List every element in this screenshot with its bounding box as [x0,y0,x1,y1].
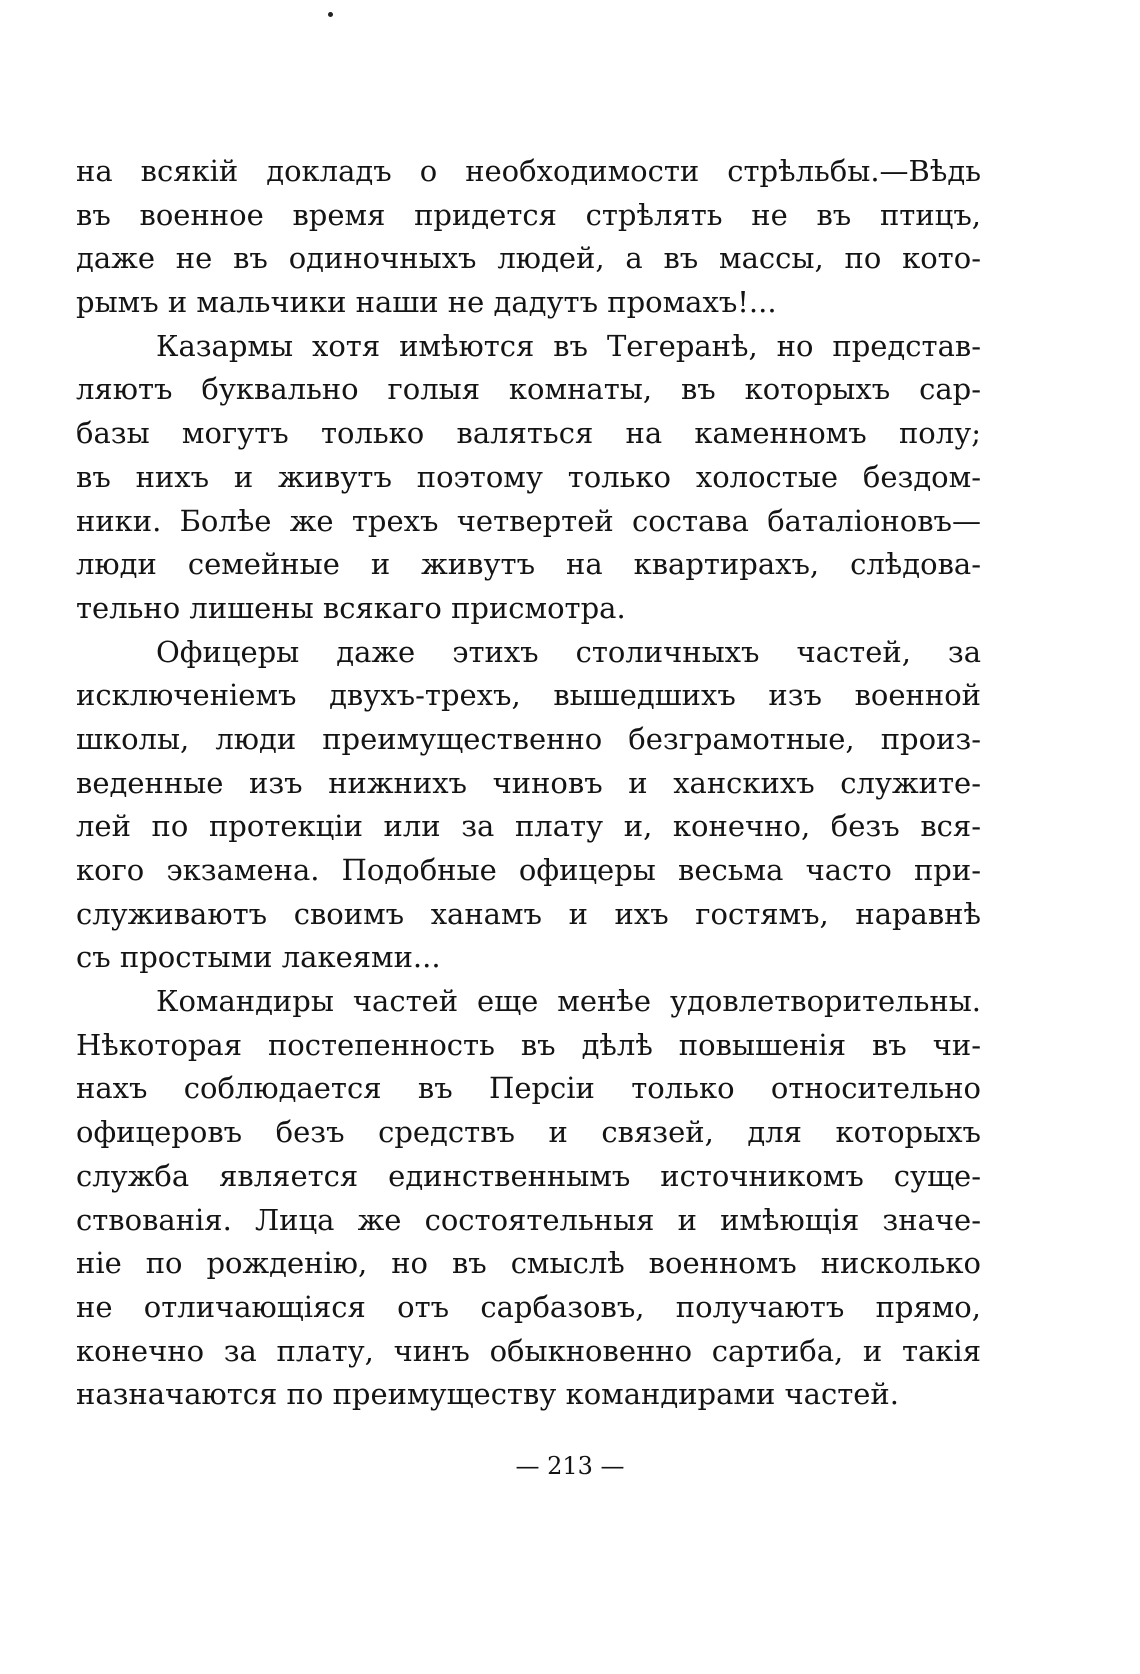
text-line: Казармы хотя имѣются въ Тегеранѣ, но представ- [156,328,981,363]
text-line: офицеровъ безъ средствъ и связей, для которыхъ [76,1115,981,1150]
text-line: въ нихъ и живутъ поэтому только холостые бездом- [76,459,981,494]
text-line: рымъ и мальчики наши не дадутъ промахъ!... [76,285,777,320]
text-line: тельно лишены всякаго присмотра. [76,590,626,625]
paragraph-3 [76,631,981,981]
text-line: школы, люди преимущественно безграмотные, произ- [76,721,981,756]
text-line: нахъ соблюдается въ Персіи только относительно [76,1071,981,1106]
text-line: съ простыми лакеями... [76,940,441,975]
text-line: служиваютъ своимъ ханамъ и ихъ гостямъ, наравнѣ [76,896,981,931]
text-line: Командиры частей еще менѣе удовлетворительны. [156,984,981,1019]
paragraph-1 [76,150,981,325]
text-line: Офицеры даже этихъ столичныхъ частей, за [156,634,981,669]
text-line: служба является единственнымъ источникомъ суще- [76,1158,981,1193]
paragraph-4 [76,980,981,1417]
text-line: Нѣкоторая постепенность въ дѣлѣ повышенія въ чи- [76,1027,981,1062]
text-line: назначаются по преимуществу командирами частей. [76,1377,899,1412]
text-line: ники. Болѣе же трехъ четвертей состава баталіоновъ— [76,503,981,538]
paragraph-2 [76,325,981,631]
text-line: ляютъ буквально голыя комнаты, въ которыхъ сар- [76,372,981,407]
text-line: веденные изъ нижнихъ чиновъ и ханскихъ служите- [76,765,981,800]
body-text [76,150,981,1417]
text-line: люди семейные и живутъ на квартирахъ, слѣдова- [76,547,981,582]
text-line: базы могутъ только валяться на каменномъ полу; [76,416,981,451]
text-line: лей по протекціи или за плату и, конечно, безъ вся- [76,809,981,844]
text-line: даже не въ одиночныхъ людей, а въ массы, по кото- [76,241,981,276]
text-line: въ военное время придется стрѣлять не въ птицъ, [76,197,981,232]
text-line: кого экзамена. Подобные офицеры весьма часто при- [76,853,981,887]
ink-speck [328,12,333,17]
text-line: конечно за плату, чинъ обыкновенно сартиба, и такія [76,1333,981,1368]
text-line: на всякій докладъ о необходимости стрѣльбы.—Вѣдь [76,154,981,188]
text-line: ніе по рожденію, но въ смыслѣ военномъ нисколько [76,1246,981,1281]
text-line: исключеніемъ двухъ-трехъ, вышедшихъ изъ военной [76,678,981,713]
text-line: не отличающіяся отъ сарбазовъ, получаютъ прямо, [76,1289,981,1324]
page-number: — 213 — [515,1452,625,1480]
text-line: ствованія. Лица же состоятельныя и имѣющія значе- [76,1202,981,1237]
